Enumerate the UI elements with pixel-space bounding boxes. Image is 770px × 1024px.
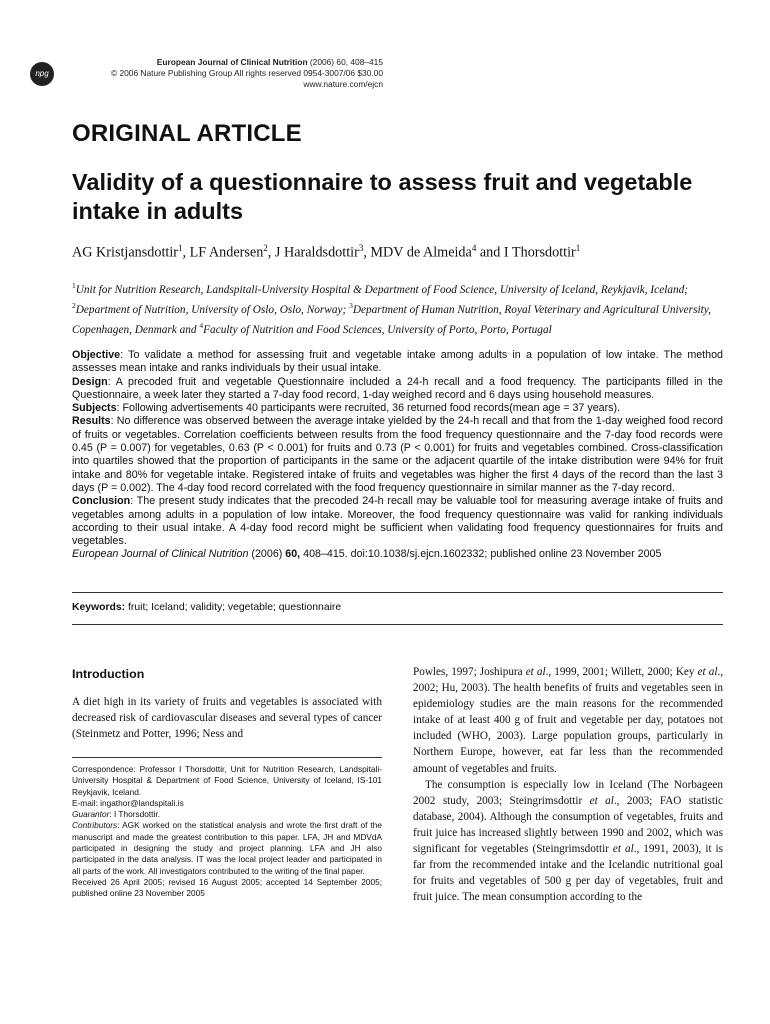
- abstract-design: Design: A precoded fruit and vegetable Questionnaire included a 24-h recall and a food frequency. The participants filled in the Questionnaire, a week later they started a 7-day food record, 1-day weighed record and 6 days using household measures.: [72, 375, 723, 401]
- author: MDV de Almeida: [370, 244, 472, 261]
- copyright-line: © 2006 Nature Publishing Group All rights reserved 0954-3007/06 $30.00: [110, 68, 383, 78]
- abstract-subjects: Subjects: Following advertisements 40 participants were recruited, 36 returned food records(mean age = 37 years).: [72, 402, 621, 415]
- affiliations: $^1$Unit for Nutrition Research, Landspitali-University Hospital & Department of Food Science, University of Iceland, Reykjavik, Iceland; $^2$Department of Nutrition, University of Oslo, Oslo, Norway; $^3$Department of Human Nutrition, Royal Veterinary and Agricultural University, Copenhagen, Denmark and $^4$Faculty of Nutrition and Food Sciences, University of Porto, Porto, Portugal: [72, 281, 711, 336]
- body-paragraph: The consumption is especially low in Iceland (The Norbageen 2002 study, 2003; Steingrimsdottir et al., 2003; FAO statistic database, 2004). Although the consumption of vegetables, fruits and fruit juice has increased slightly between 1990 and 2002, which was significant for vegetables (Steingrimsdottir et al., 1991, 2003), it is far from the recommended intake and the Icelandic nutritional goal for fruits and vegetables of 500 g per day of vegetables, fruit and fruit juice. The mean consumption according to the: [413, 778, 724, 904]
- journal-header: [0, 57, 383, 90]
- journal-name: European Journal of Clinical Nutrition: [156, 57, 308, 67]
- divider: [72, 624, 723, 625]
- section-heading: Introduction: [72, 667, 145, 681]
- author-list: AG Kristjansdottir$^1$, LF Andersen$^2$, J Haraldsdottir$^3$, MDV de Almeida$^4$ and I Thorsdottir$^1$: [72, 243, 581, 261]
- abstract: [72, 349, 723, 562]
- left-column: [72, 694, 382, 742]
- abstract-objective: Objective: To validate a method for assessing fruit and vegetable intake among adults in a population of low intake. The method assesses mean intake and ranks individuals by their usual intake.: [72, 349, 723, 375]
- author-affil-ref: 1: [575, 243, 581, 253]
- journal-url[interactable]: www.nature.com/ejcn: [303, 79, 383, 89]
- keywords: [72, 602, 341, 613]
- body-paragraph: Powles, 1997; Joshipura et al., 1999, 2001; Willett, 2000; Key et al., 2002; Hu, 2003). The health benefits of fruits and vegetables seen in epidemiology studies are the main reasons for the recommended intake of at least 400 g of fruit and vegetable per day, potatoes not included (WHO, 2003). Large population groups, particularly in Northern Europe, however, eat far less than the recommended amount of vegetables and fruits.: [413, 666, 724, 775]
- affiliation: Faculty of Nutrition and Food Sciences, University of Porto, Porto, Portugal: [203, 323, 552, 336]
- abstract-results: Results: No difference was observed between the average intake yielded by the 24-h recall and that from the 1-day weighed food record of fruits or vegetables. Correlation coefficients between results from the food frequency questionnaire and the 7-day food records were 0.45 (P = 0.007) for vegetables, 0.63 (P < 0.001) for fruits and 0.73 (P < 0.001) for fruits and vegetables combined. Cross-classification into quartiles showed that the proportion of participants in the same or the adjacent quartile of the intake distribution were 94% for fruit intake and 80% for vegetable intake. Registered intake of fruits and vegetables was higher the first 4 days of the record than the last 3 days (P = 0.002). The 4-day food record correlated with the food frequency questionnaire in similar manner as the 7-day record.: [72, 415, 723, 494]
- author-affil-ref: 4: [471, 243, 477, 253]
- divider: [72, 592, 723, 593]
- npg-logo: npg: [30, 62, 54, 86]
- contributors: Contributors: AGK worked on the statistical analysis and wrote the first draft of the manuscript and made the greatest contribution to this paper. LFA, JH and MDVdA participated in designing the study and project planning. LFA and JH also participated in the data analysis. IT was the local project leader and participated in all parts of the work. All investigators contributed to the writing of the final paper.: [72, 820, 382, 876]
- journal-volume: (2006) 60, 408–415: [307, 57, 383, 67]
- email[interactable]: E-mail: ingathor@landspitali.is: [72, 797, 184, 808]
- received-dates: Received 26 April 2005; revised 16 August 2005; accepted 14 September 2005; published online 23 November 2005: [72, 876, 382, 899]
- author: LF Andersen: [189, 244, 264, 261]
- correspondence: Correspondence: Professor I Thorsdottir, Unit for Nutrition Research, Landspitali-University Hospital & Department of Food Science, University of Iceland, IS-101 Reykjavik, Iceland.: [72, 764, 382, 797]
- article-title: Validity of a questionnaire to assess fruit and vegetable intake in adults: [72, 169, 693, 224]
- body-paragraph: A diet high in its variety of fruits and vegetables is associated with decreased risk of cardiovascular diseases and several types of cancer (Steinmetz and Potter, 1996; Ness and: [72, 696, 382, 741]
- author-affil-ref: 1: [178, 243, 183, 253]
- author: J Haraldsdottir: [274, 244, 359, 261]
- abstract-citation: European Journal of Clinical Nutrition (2006) 60, 408–415. doi:10.1038/sj.ejcn.1602332; published online 23 November 2005: [72, 548, 662, 561]
- guarantor: Guarantor: I Thorsdottir.: [72, 809, 160, 820]
- author: I Thorsdottir: [503, 244, 576, 261]
- abstract-conclusion: Conclusion: The present study indicates that the precoded 24-h recall may be valuable tool for measuring average intake of fruits and vegetables among adults in a population of low intake. Moreover, the food frequency questionnaire was valid for ranking individuals according to their usual intake. A 4-day food record might be sufficient when validating food frequency questionnaires for fruits and vegetables.: [72, 495, 723, 548]
- affiliation: Unit for Nutrition Research, Landspitali-University Hospital & Department of Food Science, University of Iceland, Reykjavik, Iceland;: [75, 283, 689, 296]
- footnote-divider: [72, 757, 382, 758]
- right-column: [413, 664, 723, 905]
- author-affil-ref: 3: [358, 243, 364, 253]
- keywords-text: fruit; Iceland; validity; vegetable; questionnaire: [125, 602, 342, 613]
- footnotes: [72, 764, 382, 900]
- journal-citation: [0, 57, 383, 68]
- keywords-label: Keywords:: [72, 602, 126, 613]
- affiliation: Department of Human Nutrition, Royal Veterinary and Agricultural University, Copenhagen, Denmark and: [72, 303, 711, 336]
- author-affil-ref: 2: [263, 243, 268, 253]
- author: AG Kristjansdottir: [72, 244, 179, 261]
- article-type: ORIGINAL ARTICLE: [72, 120, 302, 147]
- affiliation: Department of Nutrition, University of Oslo, Oslo, Norway;: [75, 303, 350, 316]
